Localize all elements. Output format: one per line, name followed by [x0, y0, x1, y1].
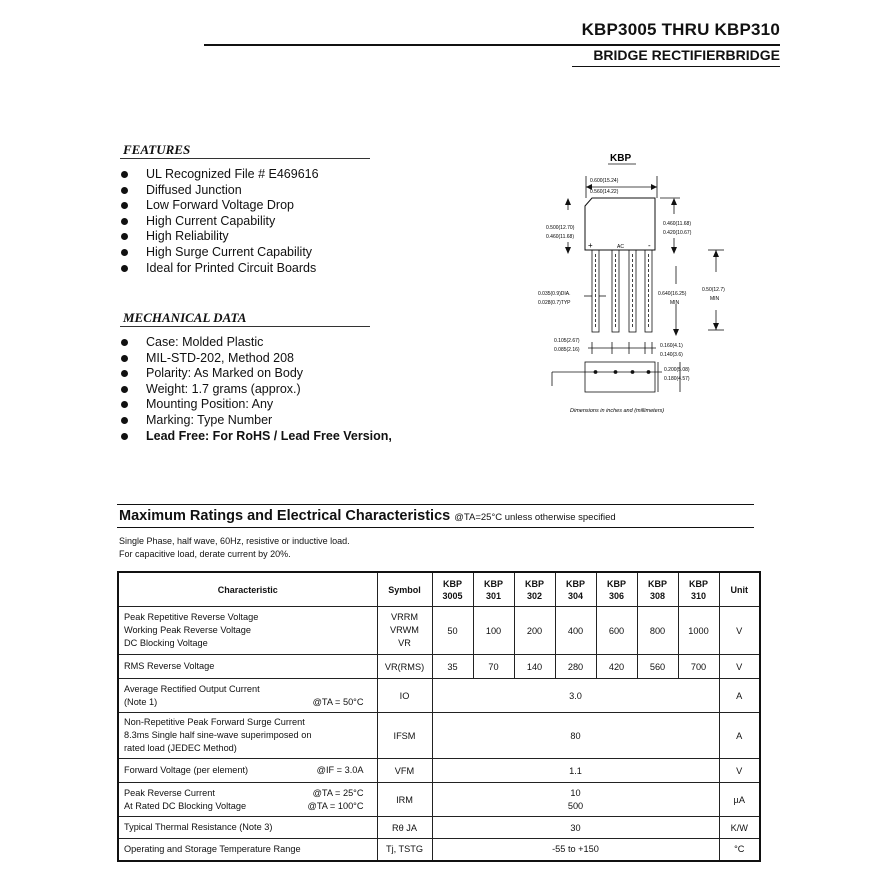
dim-left-min: 0.460(11.68)	[546, 234, 574, 240]
table-row	[118, 817, 760, 839]
char-line: Peak Reverse Current	[124, 787, 215, 798]
row-symbol: Rθ JA	[377, 817, 432, 839]
feature-text: Diffused Junction	[146, 182, 242, 197]
mark-plus: +	[588, 241, 593, 250]
row-value: 50	[432, 607, 473, 655]
header-unit: Unit	[719, 572, 760, 607]
bullet-icon	[121, 249, 128, 256]
symbol-line: VRWM	[390, 625, 419, 635]
table-row	[118, 679, 760, 713]
ratings-heading	[119, 508, 616, 524]
row-characteristic	[118, 679, 377, 713]
document-subtitle: BRIDGE RECTIFIERBRIDGE	[593, 47, 780, 63]
list-item	[120, 261, 319, 277]
dim-min1-value: 0.640(16.25)	[658, 291, 687, 297]
row-value: 420	[596, 655, 637, 679]
mechanical-text: Marking: Type Number	[146, 412, 273, 427]
row-unit: V	[719, 655, 760, 679]
mechanical-text: Lead Free: For RoHS / Lead Free Version,	[146, 428, 392, 443]
row-characteristic: Operating and Storage Temperature Range	[118, 839, 377, 861]
part-number: 302	[526, 590, 543, 601]
part-prefix: KBP	[483, 578, 503, 589]
char-line: Working Peak Reverse Voltage	[124, 625, 251, 635]
row-value: 70	[473, 655, 514, 679]
part-number: 306	[608, 590, 625, 601]
row-unit: A	[719, 679, 760, 713]
bullet-icon	[121, 386, 128, 393]
list-item	[120, 335, 392, 351]
char-line	[124, 696, 372, 709]
bullet-icon	[121, 355, 128, 362]
bullet-icon	[121, 401, 128, 408]
char-note: (Note 1)	[124, 696, 158, 707]
feature-text: High Surge Current Capability	[146, 244, 313, 259]
bullet-icon	[121, 370, 128, 377]
mark-minus: -	[648, 241, 651, 250]
mechanical-text: Mounting Position: Any	[146, 397, 274, 412]
row-unit: µA	[719, 783, 760, 817]
feature-text: Low Forward Voltage Drop	[146, 198, 294, 213]
bullet-icon	[121, 202, 128, 209]
feature-text: High Current Capability	[146, 213, 276, 228]
header-part	[596, 572, 637, 607]
features-heading: FEATURES	[123, 142, 191, 157]
list-item	[120, 429, 392, 445]
char-condition: @IF = 3.0A	[316, 765, 364, 775]
row-unit: °C	[719, 839, 760, 861]
ratings-top-rule	[117, 504, 754, 505]
char-line: Non-Repetitive Peak Forward Surge Current	[124, 717, 305, 727]
char-line: At Rated DC Blocking Voltage	[124, 800, 247, 811]
row-characteristic	[118, 759, 377, 783]
table-row	[118, 839, 760, 861]
dim-min2-value: 0.50(12.7)	[702, 287, 725, 293]
row-unit: V	[719, 607, 760, 655]
row-value: 1.1	[432, 759, 719, 783]
char-condition: @TA = 50°C	[312, 696, 364, 707]
bullet-icon	[121, 171, 128, 178]
table-header-row	[118, 572, 760, 607]
row-characteristic	[118, 713, 377, 759]
bullet-icon	[121, 233, 128, 240]
features-list	[120, 167, 319, 276]
char-line: DC Blocking Voltage	[124, 638, 208, 648]
dim-pitch2-max: 0.160(4.1)	[660, 343, 683, 349]
value-line: 10	[570, 787, 581, 798]
dim-min2-label: MIN	[710, 296, 720, 302]
package-diagram	[530, 150, 750, 420]
list-item	[120, 198, 319, 214]
row-symbol: Tj, TSTG	[377, 839, 432, 861]
row-value: 80	[432, 713, 719, 759]
ratings-title: Maximum Ratings and Electrical Characteristics	[119, 508, 451, 524]
dim-right-min: 0.420(10.67)	[663, 230, 692, 236]
part-number: 310	[690, 590, 707, 601]
row-characteristic	[118, 607, 377, 655]
document-title: KBP3005 THRU KBP310	[581, 20, 780, 39]
row-value	[432, 783, 719, 817]
ratings-note-2: For capacitive load, derate current by 20%.	[119, 549, 291, 559]
row-symbol	[377, 607, 432, 655]
part-number: 3005	[442, 590, 463, 601]
list-item	[120, 183, 319, 199]
list-item	[120, 382, 392, 398]
header-symbol: Symbol	[377, 572, 432, 607]
list-item	[120, 245, 319, 261]
row-value: 600	[596, 607, 637, 655]
char-line: Forward Voltage (per element)	[124, 765, 249, 775]
dim-right-max: 0.460(11.68)	[663, 221, 691, 227]
header-part	[555, 572, 596, 607]
header-part	[678, 572, 719, 607]
row-value: 700	[678, 655, 719, 679]
row-characteristic: Typical Thermal Resistance (Note 3)	[118, 817, 377, 839]
list-item	[120, 229, 319, 245]
header-part	[473, 572, 514, 607]
value-line: 500	[567, 800, 584, 811]
feature-text: High Reliability	[146, 229, 229, 244]
row-value: 100	[473, 607, 514, 655]
header-part	[514, 572, 555, 607]
char-condition: @TA = 100°C	[307, 800, 364, 811]
ratings-bottom-rule	[117, 527, 754, 528]
row-value: 1000	[678, 607, 719, 655]
bullet-icon	[121, 187, 128, 194]
table-row	[118, 655, 760, 679]
bullet-icon	[121, 417, 128, 424]
bullet-icon	[121, 433, 128, 440]
package-label: KBP	[610, 153, 632, 164]
row-value: 35	[432, 655, 473, 679]
feature-text: UL Recognized File # E469616	[146, 167, 319, 181]
mechanical-text: Polarity: As Marked on Body	[146, 366, 304, 381]
part-prefix: KBP	[565, 578, 585, 589]
char-line: rated load (JEDEC Method)	[124, 743, 237, 753]
dim-width-max: 0.600(15.24)	[590, 178, 619, 184]
part-prefix: KBP	[647, 578, 667, 589]
row-unit: A	[719, 713, 760, 759]
dim-lead-dia: 0.035(0.9)DIA.	[538, 291, 571, 297]
mechanical-list	[120, 335, 392, 444]
mechanical-text: Case: Molded Plastic	[146, 335, 264, 349]
dim-bottom-min: 0.180(4.57)	[664, 376, 690, 382]
dim-pitch2-min: 0.140(3.6)	[660, 352, 683, 358]
row-value: 280	[555, 655, 596, 679]
row-unit: V	[719, 759, 760, 783]
table-row	[118, 713, 760, 759]
symbol-line: VR	[398, 638, 411, 648]
mechanical-heading: MECHANICAL DATA	[123, 310, 247, 325]
part-prefix: KBP	[688, 578, 708, 589]
char-line: Average Rectified Output Current	[124, 683, 260, 694]
table-row	[118, 783, 760, 817]
char-condition: @TA = 25°C	[312, 787, 364, 798]
dim-pitch-min: 0.085(2.16)	[554, 347, 580, 353]
part-prefix: KBP	[442, 578, 462, 589]
bullet-icon	[121, 339, 128, 346]
table-row	[118, 607, 760, 655]
row-symbol: VR(RMS)	[377, 655, 432, 679]
bullet-icon	[121, 265, 128, 272]
ratings-table	[117, 571, 761, 862]
mechanical-text: Weight: 1.7 grams (approx.)	[146, 381, 301, 396]
row-symbol: IFSM	[377, 713, 432, 759]
mechanical-text: MIL-STD-202, Method 208	[146, 350, 294, 365]
row-value: 400	[555, 607, 596, 655]
ratings-note-1: Single Phase, half wave, 60Hz, resistive or inductive load.	[119, 536, 350, 546]
dim-left-max: 0.500(12.70)	[546, 225, 575, 231]
row-value: -55 to +150	[432, 839, 719, 861]
part-prefix: KBP	[606, 578, 626, 589]
row-characteristic: RMS Reverse Voltage	[118, 655, 377, 679]
table-row	[118, 759, 760, 783]
subtitle-rule	[572, 66, 780, 67]
part-number: 308	[649, 590, 666, 601]
row-value: 560	[637, 655, 678, 679]
feature-text: Ideal for Printed Circuit Boards	[146, 260, 317, 275]
part-prefix: KBP	[524, 578, 544, 589]
char-line: 8.3ms Single half sine-wave superimposed on	[124, 730, 312, 740]
ratings-condition: @TA=25°C unless otherwise specified	[454, 512, 616, 523]
list-item	[120, 214, 319, 230]
list-item	[120, 413, 392, 429]
row-value: 30	[432, 817, 719, 839]
row-value: 3.0	[432, 679, 719, 713]
part-number: 301	[485, 590, 502, 601]
row-symbol: IRM	[377, 783, 432, 817]
header-part	[432, 572, 473, 607]
row-symbol: IO	[377, 679, 432, 713]
list-item	[120, 397, 392, 413]
bullet-icon	[121, 218, 128, 225]
row-value: 200	[514, 607, 555, 655]
diagram-caption: Dimensions in inches and (millimeters)	[570, 408, 665, 414]
row-characteristic	[118, 783, 377, 817]
symbol-line: VRRM	[390, 612, 419, 622]
dim-min1-label: MIN	[670, 300, 680, 306]
dim-pitch-max: 0.105(2.67)	[554, 338, 580, 344]
row-value: 800	[637, 607, 678, 655]
mark-ac: AC	[617, 244, 624, 250]
list-item	[120, 351, 392, 367]
dim-width-min: 0.560(14.22)	[590, 189, 619, 195]
header-characteristic: Characteristic	[118, 572, 377, 607]
list-item	[120, 167, 319, 183]
row-symbol: VFM	[377, 759, 432, 783]
dim-bottom-max: 0.200(5.08)	[664, 367, 690, 373]
features-rule	[120, 158, 370, 159]
row-unit: K/W	[719, 817, 760, 839]
row-value: 140	[514, 655, 555, 679]
mechanical-rule	[120, 326, 370, 327]
char-line: Peak Repetitive Reverse Voltage	[124, 612, 259, 622]
list-item	[120, 366, 392, 382]
header-part	[637, 572, 678, 607]
part-number: 304	[567, 590, 584, 601]
header-rule	[204, 44, 780, 46]
dim-lead-typ: 0.028(0.7)TYP	[538, 300, 571, 306]
